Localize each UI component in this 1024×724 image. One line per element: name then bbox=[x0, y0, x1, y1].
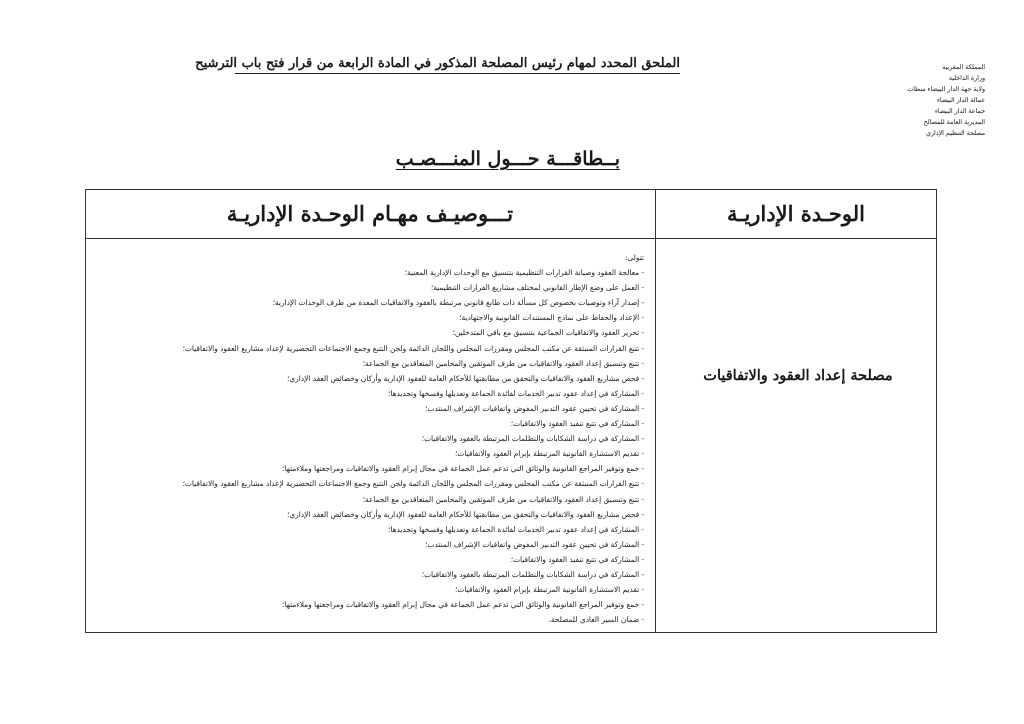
header-line: جماعة الدار البيضاء bbox=[934, 108, 985, 115]
task-item: - معالجة العقود وصيانة القرارات التنظيمية بتنسيق مع الوحدات الإدارية المعنية؛ bbox=[404, 268, 644, 278]
task-item: - تتبع وتنسيق إعداد العقود والاتفاقيات من طرف الموثقين والمحامين المتعاقدين مع الجماعة؛ bbox=[362, 358, 644, 368]
header-line: وزارة الداخلية bbox=[948, 75, 985, 82]
header-row-divider bbox=[85, 238, 937, 239]
task-item: - إصدار آراء وتوصيات بخصوص كل مسألة ذات طابع قانوني مرتبطة بالعقود والاتفاقيات المعدة من طرف الوحدات الإدارية؛ bbox=[272, 298, 644, 308]
task-item: - العمل على وضع الإطار القانوني لمختلف مشاريع القرارات التنظيمية؛ bbox=[430, 283, 644, 293]
task-item: - تتبع القرارات المنبثقة عن مكتب المجلس ومقررات المجلس واللجان الدائمة ولجن التتبع وجمع الاجتماعات التحضيرية لإعداد مشاريع العقود والاتفاقيات؛ bbox=[182, 343, 644, 353]
header-line: المملكة المغربية bbox=[942, 64, 985, 71]
task-list-intro: تتولى: bbox=[624, 253, 644, 262]
task-item: - ضمان السير العادي للمصلحة. bbox=[548, 615, 644, 625]
task-item: - المشاركة في إعداد عقود تدبير الخدمات لفائدة الجماعة وتعديلها وفسخها وتجديدها؛ bbox=[388, 524, 644, 534]
administrative-header bbox=[905, 62, 985, 139]
unit-name: مصلحة إعداد العقود والاتفاقيات bbox=[703, 367, 893, 384]
task-item: - المشاركة في دراسة الشكايات والتظلمات المرتبطة بالعقود والاتفاقيات؛ bbox=[421, 569, 644, 579]
header-line: المديرية العامة للمصالح bbox=[923, 119, 985, 126]
task-item: - المشاركة في تتبع تنفيذ العقود والاتفاقيات؛ bbox=[510, 419, 644, 429]
annex-title: الملحق المحدد لمهام رئيس المصلحة المذكور في المادة الرابعة من قرار فتح باب الترشيح bbox=[235, 56, 680, 74]
header-line: ولاية جهة الدار البيضاء سطات bbox=[907, 86, 985, 93]
task-item: - الإعداد والحفاظ على نماذج المستندات القانونية والاجتهادية؛ bbox=[459, 313, 644, 323]
column-divider bbox=[655, 189, 656, 633]
task-item: - المشاركة في تحيين عقود التدبير المفوض واتفاقيات الإشراف المنتدب؛ bbox=[425, 403, 644, 413]
task-item: - المشاركة في تحيين عقود التدبير المفوض واتفاقيات الإشراف المنتدب؛ bbox=[425, 539, 644, 549]
task-item: - جمع وتوفير المراجع القانونية والوثائق التي تدعم عمل الجماعة في مجال إبرام العقود والاتفاقيات ومراجعتها وملاءمتها؛ bbox=[282, 464, 644, 474]
task-item: - فحص مشاريع العقود والاتفاقيات والتحقق من مطابقتها للأحكام العامة للعقود الإدارية وأركان وخصائص العقد الإداري؛ bbox=[287, 373, 644, 383]
task-item: - جمع وتوفير المراجع القانونية والوثائق التي تدعم عمل الجماعة في مجال إبرام العقود والاتفاقيات ومراجعتها وملاءمتها؛ bbox=[282, 600, 644, 610]
task-item: - تتبع وتنسيق إعداد العقود والاتفاقيات من طرف الموثقين والمحامين المتعاقدين مع الجماعة؛ bbox=[362, 494, 644, 504]
card-title: بــطاقـــة حـــول المنـــصـب bbox=[395, 148, 620, 170]
task-item: - تقديم الاستشارة القانونية المرتبطة بإبرام العقود والاتفاقيات؛ bbox=[455, 585, 644, 595]
task-item: - تتبع القرارات المنبثقة عن مكتب المجلس ومقررات المجلس واللجان الدائمة ولجن التتبع وجمع الاجتماعات التحضيرية لإعداد مشاريع العقود والاتفاقيات؛ bbox=[182, 479, 644, 489]
description-column-header: تـــوصيـف مهـام الوحـدة الإداريـة bbox=[226, 201, 514, 226]
task-item: - المشاركة في دراسة الشكايات والتظلمات المرتبطة بالعقود والاتفاقيات؛ bbox=[421, 434, 644, 444]
task-item: - تحرير العقود والاتفاقيات الجماعية بتنسيق مع باقي المتدخلين؛ bbox=[452, 328, 644, 338]
header-line: مصلحة التنظيم الإداري bbox=[926, 130, 985, 137]
task-item: - فحص مشاريع العقود والاتفاقيات والتحقق من مطابقتها للأحكام العامة للعقود الإدارية وأركان وخصائص العقد الإداري؛ bbox=[287, 509, 644, 519]
task-item: - المشاركة في إعداد عقود تدبير الخدمات لفائدة الجماعة وتعديلها وفسخها وتجديدها؛ bbox=[388, 388, 644, 398]
header-line: عمالة الدار البيضاء bbox=[936, 97, 985, 104]
task-item: - تقديم الاستشارة القانونية المرتبطة بإبرام العقود والاتفاقيات؛ bbox=[455, 449, 644, 459]
unit-column-header: الوحـدة الإداريـة bbox=[727, 201, 865, 226]
task-item: - المشاركة في تتبع تنفيذ العقود والاتفاقيات؛ bbox=[510, 554, 644, 564]
task-list bbox=[182, 250, 644, 627]
